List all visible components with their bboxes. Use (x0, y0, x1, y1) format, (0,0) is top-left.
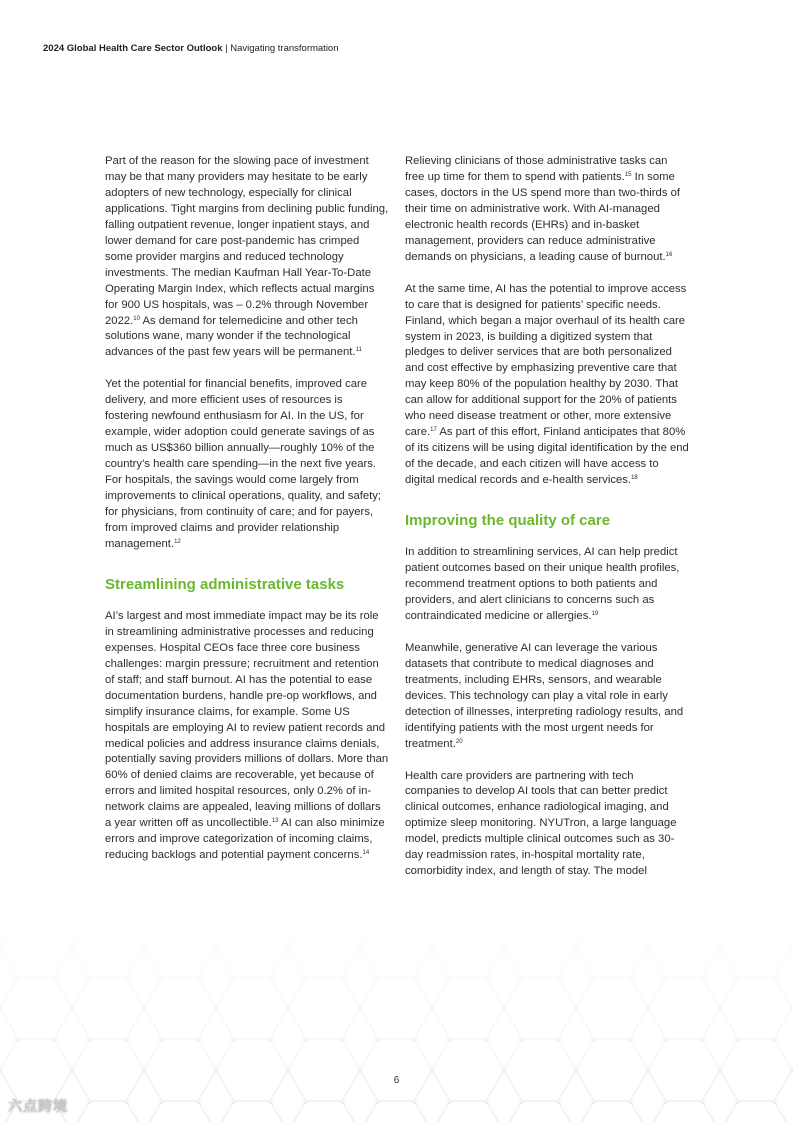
right-column (405, 154, 689, 896)
footnote-ref[interactable]: 14 (362, 850, 370, 857)
paragraph: Meanwhile, generative AI can leverage the various datasets that contribute to medical diagnoses and treatments, including EHRs, sensors, and wearable devices. This technology can play a vital role in early detection of illnesses, interpreting radiology results, and identifying patients with the most urgent needs for treatment.$^{20}$ (405, 641, 684, 750)
footnote-ref[interactable]: 20 (455, 738, 463, 745)
paragraph: In addition to streamlining services, AI can help predict patient outcomes based on their unique health profiles, recommend treatment options to both patients and providers, and alert clinicians to concerns such as contraindicated medicine or allergies.$^{19}$ (405, 546, 680, 622)
left-column (105, 154, 389, 880)
paragraph: Relieving clinicians of those administrative tasks can free up time for them to spend with patients.$^{15}$ In some cases, doctors in the US spend more than two-thirds of their time on administrative work. With AI-managed electronic health records (EHRs) and in-basket management, providers can reduce administrative demands on physicians, a leading cause of burnout.$^{16}$ (405, 155, 681, 263)
paragraph: AI’s largest and most immediate impact may be its role in streamlining administrative processes and reducing expenses. Hospital CEOs face three core business challenges: margin pressure; recruitment and retention of staff; and staff burnout. AI has the potential to ease documentation burdens, handle pre-op workflows, and simplify insurance claims, for example. Some US hospitals are employing AI to review patient records and medical policies and address insurance claims denials, potentially saving providers millions of dollars. More than 60% of denied claims are recoverable, yet because of errors and limited hospital resources, only 0.2% of in-network claims are appealed, leaving millions of dollars a year written off as uncollectible.$^{13}$ AI can also minimize errors and improve categorization of incoming claims, reducing backlogs and potential payment concerns.$^{14}$ (105, 609, 389, 862)
page-number: 6 (393, 1075, 400, 1086)
header-subtitle: Navigating transformation (230, 43, 339, 54)
paragraph: At the same time, AI has the potential to improve access to care that is designed for patients’ specific needs. Finland, which began a major overhaul of its health care system in 2023, is building a digitized system that pledges to deliver services that are both personalized and cost effective by emphasizing preventive care that may keep 80% of the population healthy by 2030. That can allow for additional support for the 20% of patients who need disease treatment or other, more extensive care.$^{17}$ As part of this effort, Finland anticipates that 80% of its citizens will be using digital identification by the end of the decade, and each citizen will have access to digital medical records and e-health services.$^{18}$ (405, 282, 689, 487)
paragraph: Health care providers are partnering with tech companies to develop AI tools that can better predict clinical outcomes, enhance radiological imaging, and optimize sleep monitoring. NYUTron, a large language model, predicts multiple clinical outcomes such as 30-day readmission rates, in-hospital mortality rate, comorbidity index, and length of stay. The model (405, 769, 677, 878)
running-header (43, 43, 339, 54)
paragraph: Part of the reason for the slowing pace of investment may be that many providers may hesitate to be early adopters of new technology, especially for clinical applications. Tight margins from declining public funding, falling outpatient revenue, longer inpatient stays, and lower demand for care post-pandemic has crimped some provider margins and reduced technology investments. The median Kaufman Hall Year-To-Date Operating Margin Index, which reflects actual margins for 900 US hospitals, was – 0.2% through November 2022.10 As demand for telemedicine and other tech solutions wane, many wonder if the technological advances of the past few years will be permanent.$^{11}$ (105, 155, 389, 359)
header-title: 2024 Global Health Care Sector Outlook (43, 43, 223, 54)
footnote-ref[interactable]: 15 (624, 171, 632, 178)
footnote-ref[interactable]: 16 (665, 251, 673, 258)
footnote-ref[interactable]: 12 (174, 538, 181, 545)
hexagon-pattern-background (0, 905, 793, 1122)
footnote-ref[interactable]: 19 (591, 610, 599, 617)
section-heading: Improving the quality of care (405, 512, 611, 530)
footnote-ref[interactable]: 18 (631, 475, 638, 482)
paragraph: Yet the potential for financial benefits, improved care delivery, and more efficient uses of resources is fostering newfound enthusiasm for AI. In the US, for example, wider adoption could generate savings of as much as US$360 billion annually—roughly 10% of the country’s health care spending—in the next five years. For hospitals, the savings would come largely from improvements to clinical operations, quality, and safety; for physicians, from continuity of care; and for payers, from improved claims and provider relationship management.$^{12}$ (105, 378, 382, 550)
watermark-logo: 六点跨境 (8, 1098, 68, 1114)
section-heading: Streamlining administrative tasks (105, 575, 345, 593)
footnote-ref[interactable]: 13 (271, 818, 279, 825)
footnote-ref[interactable]: 10 (133, 315, 140, 322)
footnote-ref[interactable]: 17 (430, 427, 437, 434)
footnote-ref[interactable]: 11 (355, 347, 362, 354)
header-separator: | (225, 43, 228, 54)
